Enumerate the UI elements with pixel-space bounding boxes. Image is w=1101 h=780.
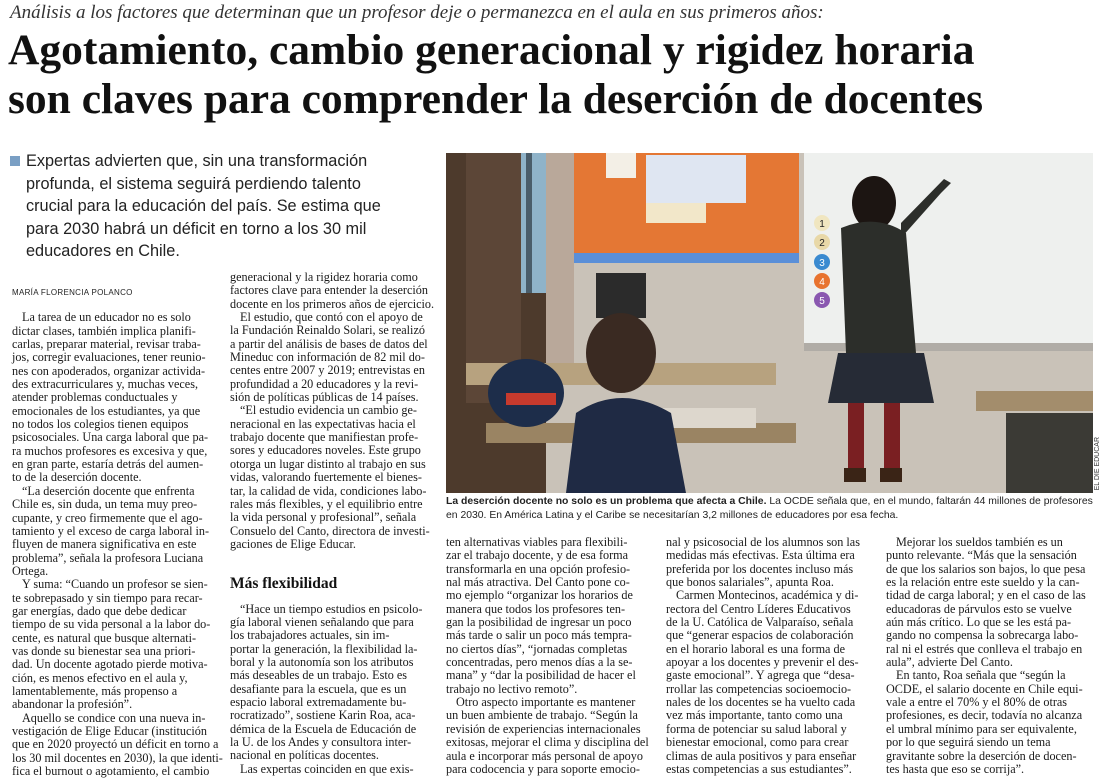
caption-line	[446, 495, 1096, 509]
text-line: concentradas, pero menos días a la se-	[446, 655, 633, 670]
text-line: aún más crítico. Lo que se les está pa-	[886, 615, 1072, 630]
text-line: profundidad a 20 educadores y la revi-	[230, 376, 419, 391]
text-line: mana” y “dar la posibilidad de hacer el	[446, 668, 636, 683]
text-line: la Fundación Reinaldo Solari, se realizó	[230, 323, 425, 338]
text-line: Carmen Montecinos, académica y di-	[676, 588, 859, 603]
text-line: para codocencia y para soporte emocio-	[446, 761, 640, 776]
text-line: de que los salarios son bajos, lo que pesa	[886, 561, 1086, 576]
text-line: gan la posibilidad de ingresar un poco	[446, 615, 632, 630]
text-line: de la U. Católica de Valparaíso, señala	[666, 615, 854, 630]
text-line: “El estudio evidencia un cambio ge-	[240, 403, 417, 418]
text-line: El estudio, que contó con el apoyo de	[240, 310, 423, 325]
classroom-illustration	[446, 153, 1093, 493]
text-line: los 30 mil docentes en 2030), la que identi-	[12, 750, 223, 765]
text-line: vidas, valorando fuertemente el bienes-	[230, 470, 422, 485]
text-line: nes con apoderados, organizar activida-	[12, 363, 206, 378]
text-line: gaste emocional”. Y agrega que “desa-	[666, 668, 855, 683]
text-line: la U. de los Andes y consultora inter-	[230, 735, 412, 749]
column-body	[230, 603, 430, 776]
column-body	[446, 536, 650, 776]
column-body	[12, 310, 223, 779]
text-line: boral y la autonomía son los atributos	[230, 654, 414, 669]
summary-line: para 2030 habrá un déficit en torno a los 30 mil	[26, 219, 367, 238]
board-number: 5	[819, 296, 825, 307]
text-line: psicosociales. Una carga laboral que pa-	[12, 430, 209, 445]
summary-line: Expertas advierten que, sin una transformación	[26, 152, 368, 170]
text-line: tamiento y el exceso de carga laboral in-	[12, 523, 210, 538]
text-line: el umbral mínimo para ser equivalente,	[886, 721, 1077, 736]
column-body	[886, 536, 1092, 776]
text-line: sión de políticas públicas de 14 países.	[230, 390, 419, 405]
text-line: ral ni el estrés que conlleva el trabajo en	[886, 641, 1083, 656]
text-line: rectora del Centro Líderes Educativos	[666, 601, 851, 616]
text-line: transformarla en una opción profesio-	[446, 561, 631, 576]
board-number: 1	[819, 219, 825, 230]
summary-line: crucial para la educación del país. Se estima que	[26, 197, 381, 216]
text-line: punto relevante. “Más que la sensación	[886, 548, 1077, 563]
text-line: preferida por los docentes incluso más	[666, 561, 854, 576]
board-number: 2	[819, 238, 825, 249]
text-line: no todos los colegios tienen equipos	[12, 417, 189, 432]
column-body	[666, 536, 870, 776]
text-line: Aquello se condice con una nueva in-	[22, 710, 206, 725]
text-line: apoyar a los docentes y prevenir el des-	[666, 655, 859, 670]
text-line: dictar clases, también implica planifi-	[12, 323, 196, 338]
text-line: rrollar las competencias socioemocio-	[666, 681, 852, 696]
photo-caption	[446, 495, 1096, 522]
headline-line: Agotamiento, cambio generacional y rigidez horaria	[8, 26, 975, 74]
text-line: En tanto, Roa señala que “según la	[896, 668, 1066, 683]
text-line: desafiante para la escuela, que es un	[230, 681, 407, 696]
text-line: nal más atractiva. Del Canto pone co-	[446, 575, 630, 590]
text-line: en el horario laboral es una forma de	[666, 641, 846, 656]
text-line: un buen ambiente de trabajo. “Según la	[446, 708, 638, 723]
text-line: climas de aula positivos y para enseñar	[666, 748, 857, 763]
text-line: tar, la calidad de vida, condiciones labo-	[230, 483, 427, 498]
text-line: que bonos salariales”, apunta Roa.	[666, 575, 834, 590]
text-line: Chile es, sin duda, un tema muy preo-	[12, 497, 198, 512]
text-line: factores clave para entender la deserción	[230, 283, 428, 298]
text-line: “La deserción docente que enfrenta	[22, 483, 195, 498]
text-line: nales de los docentes se ha vuelto cada	[666, 695, 856, 710]
text-line: jos, corregir evaluaciones, tener reunio-	[12, 350, 206, 365]
text-line: medidas más efectivas. Esta última era	[666, 548, 855, 563]
text-line: manera que todos los profesores ten-	[446, 601, 626, 616]
text-line: ten alternativas viables para flexibili-	[446, 535, 628, 549]
text-line: ra muchos profesores es excesiva y que,	[12, 443, 208, 458]
text-line: tidad de carga laboral; y en el caso de las	[886, 588, 1086, 603]
caption-lead: La deserción docente no solo es un problema que afecta a Chile.	[446, 496, 767, 507]
text-column-3	[446, 536, 650, 776]
text-line: docente en los primeros años de ejercicio.	[230, 296, 435, 311]
text-line: centes entre 2007 y 2019; entrevistas en	[230, 363, 425, 378]
text-line: démica de la Escuela de Educación de	[230, 721, 417, 736]
text-line: la vida personal y profesional”, señala	[230, 510, 417, 525]
text-line: “Hace un tiempo estudios en psicolo-	[240, 601, 423, 616]
text-line: vestigación de Elige Educar (institución	[12, 724, 207, 738]
text-line: atender problemas conductuales y	[12, 390, 178, 405]
text-line: otorga un lugar distinto al trabajo en sus	[230, 456, 426, 471]
text-line: estas competencias a sus estudiantes”.	[666, 761, 852, 776]
text-line: nal y psicosocial de los alumnos son las	[666, 535, 860, 549]
text-line: neracional en las expectativas hacia el	[230, 416, 416, 431]
text-line: tes hasta que eso se corrija”.	[886, 761, 1025, 776]
text-line: es la relación entre este sueldo y la can-	[886, 575, 1080, 590]
text-line: educadoras de párvulos esto se vuelve	[886, 601, 1072, 616]
text-line: vas donde su bienestar sea una priori-	[12, 643, 196, 658]
subheading: Más flexibilidad	[230, 575, 338, 593]
text-line: cente, es natural que busque alternati-	[12, 630, 197, 645]
text-line: abandonar la profesión”.	[12, 697, 133, 712]
text-line: La tarea de un educador no es solo	[22, 310, 191, 325]
text-line: Las expertas coinciden en que exis-	[240, 761, 414, 776]
board-number: 3	[819, 258, 825, 269]
text-line: más tarde o salir un poco más tempra-	[446, 628, 632, 643]
text-line: exitosas, mejorar el clima y disciplina del	[446, 735, 649, 750]
text-line: ción, es menos efectivo en el aula y,	[12, 670, 188, 685]
text-line: fluyen de manera significativa en este	[12, 537, 197, 552]
text-line: zar el trabajo docente, y de esa forma	[446, 548, 629, 563]
text-line: más deseables de un trabajo. Esto es	[230, 668, 408, 683]
text-line: vez más importante, tanto como una	[666, 708, 843, 723]
text-line: gaciones de Elige Educar.	[230, 536, 356, 551]
text-line: des extracurriculares y, muchas veces,	[12, 377, 198, 392]
text-line: Mineduc con información de 82 mil do-	[230, 350, 425, 365]
text-line: tiempo de su vida personal a la labor do-	[12, 617, 211, 632]
text-line: profesiones, es decir, todavía no alcanza	[886, 708, 1083, 723]
text-line: forma de potenciar su salud laboral y	[666, 721, 847, 736]
text-line: to de la deserción docente.	[12, 470, 142, 485]
text-line: generacional y la rigidez horaria como	[230, 270, 418, 284]
text-line: fica el burnout o agotamiento, el cambio	[12, 764, 210, 779]
text-line: trabajo docente que manifiestan profe-	[230, 430, 419, 445]
text-line: que en 2020 proyectó un déficit en torno a	[12, 737, 219, 752]
text-line: sores y educadores noveles. Este grupo	[230, 443, 421, 458]
text-line: gando no compensa la sobrecarga labo-	[886, 628, 1079, 643]
text-line: trabajo no lectivo remoto”.	[446, 681, 578, 696]
text-line: los trabajadores actuales, sin im-	[230, 628, 390, 643]
text-line: revisión de experiencias internacionales	[446, 721, 641, 736]
text-line: Y suma: “Cuando un profesor se sien-	[22, 577, 208, 592]
text-line: Mejorar los sueldos también es un	[896, 535, 1063, 549]
text-line: cupante, y creo firmemente que el ago-	[12, 510, 203, 525]
text-line: aula e incorporar más personal de apoyo	[446, 748, 643, 763]
summary-line: profunda, el sistema seguirá perdiendo talento	[26, 174, 361, 193]
text-line: lamentablemente, más propenso a	[12, 683, 178, 698]
text-line: vale a entre el 70% y el 80% de otras	[886, 695, 1068, 710]
headline-line: son claves para comprender la deserción de docentes	[8, 75, 984, 123]
byline: MARÍA FLORENCIA POLANCO	[12, 288, 133, 297]
board-number: 4	[819, 277, 825, 288]
text-line: aula”, advierte Del Canto.	[886, 655, 1013, 670]
text-line: portar la generación, la flexibilidad la-	[230, 641, 418, 656]
text-line: rales más flexibles, y el equilibrio entre	[230, 496, 423, 511]
kicker: Análisis a los factores que determinan que un profesor deje o permanezca en el aula en sus primeros años:	[10, 2, 824, 23]
text-line: carlas, preparar material, revisar traba-	[12, 337, 201, 352]
text-line: a partir del análisis de bases de datos del	[230, 336, 428, 351]
text-line: gar energías, dado que debe dedicar	[12, 603, 187, 618]
text-line: rocratizado”, sostiene Karin Roa, aca-	[230, 708, 416, 723]
text-line: nacional en políticas docentes.	[230, 748, 379, 763]
headline	[8, 26, 1098, 124]
text-line: Otro aspecto importante es mantener	[456, 695, 636, 710]
text-line: espacio laboral extremadamente bu-	[230, 694, 407, 709]
text-column-1	[12, 286, 223, 779]
summary-line: educadores en Chile.	[26, 242, 180, 261]
text-line: gravitante sobre la deserción de docen-	[886, 748, 1077, 763]
text-line: OCDE, el salario docente en Chile equi-	[886, 681, 1083, 696]
text-line: Ortega.	[12, 563, 49, 578]
text-line: Consuelo del Canto, directora de investi-	[230, 523, 430, 538]
text-line: dad. Un docente agotado pierde motiva-	[12, 657, 208, 672]
text-line: no ciertos días”, “jornadas completas	[446, 641, 628, 656]
text-column-5	[886, 536, 1092, 776]
column-body	[230, 270, 435, 551]
classroom-photo	[446, 153, 1093, 493]
text-line: por lo que seguirá siendo un tema	[886, 735, 1051, 750]
text-line: gía laboral vienen señalando que para	[230, 614, 414, 629]
text-column-4	[666, 536, 870, 776]
text-column-2	[230, 270, 435, 776]
caption-text: La OCDE señala que, en el mundo, faltarán 44 millones de profesores	[766, 496, 1093, 507]
text-line: problema”, señala la profesora Luciana	[12, 550, 204, 565]
text-line: bienestar emocional, como para crear	[666, 735, 849, 750]
text-line: mo ejemplo “organizar los horarios de	[446, 588, 633, 603]
summary-deck	[10, 150, 430, 263]
text-line: emocionales de los estudiantes, ya que	[12, 403, 201, 418]
square-bullet-icon	[10, 156, 20, 166]
text-line: en gran parte, estaría detrás del aumen-	[12, 457, 204, 472]
text-line: que “generar espacios de colaboración	[666, 628, 854, 643]
photo-credit: EL DIE EDUCAR	[1094, 437, 1101, 491]
caption-line: en 2030. En América Latina y el Caribe se necesitarían 3,2 millones de educadores por esa fecha.	[446, 509, 899, 521]
text-line: te sobrepasado y sin tiempo para recar-	[12, 590, 203, 605]
